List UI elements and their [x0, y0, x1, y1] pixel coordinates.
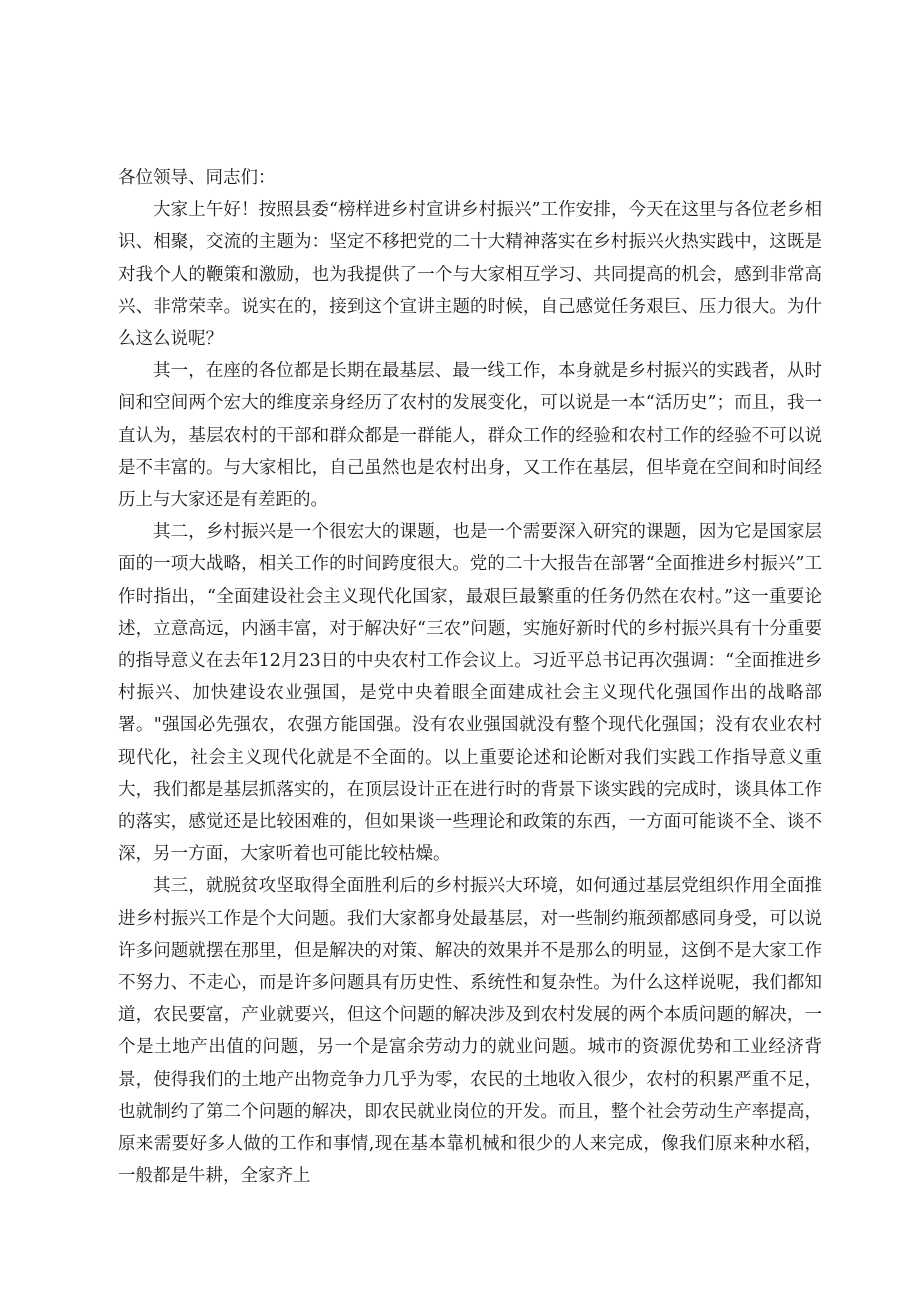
paragraph-second-reason: 其二，乡村振兴是一个很宏大的课题，也是一个需要深入研究的课题，因为它是国家层面的一项大战略，相关工作的时间跨度很大。党的二十大报告在部署“全面推进乡村振兴”工作时指出，“全面建设社会主义现代化国家，最艰巨最繁重的任务仍然在农村。”这一重要论述，立意高远，内涵丰富，对于解决好“三农”问题，实施好新时代的乡村振兴具有十分重要的指导意义在去年12月23日的中央农村工作会议上。习近平总书记再次强调：“全面推进乡村振兴、加快建设农业强国，是党中央着眼全面建成社会主义现代化强国作出的战略部署。"强国必先强农，农强方能国强。没有农业强国就没有整个现代化强国；没有农业农村现代化，社会主义现代化就是不全面的。以上重要论述和论断对我们实践工作指导意义重大，我们都是基层抓落实的，在顶层设计正在进行时的背景下谈实践的完成时，谈具体工作的落实，感觉还是比较困难的，但如果谈一些理论和政策的东西，一方面可能谈不全、谈不深，另一方面，大家听着也可能比较枯燥。	[118, 522, 822, 865]
paragraph-third-reason: 其三，就脱贫攻坚取得全面胜利后的乡村振兴大环境，如何通过基层党组织作用全面推进乡村振兴工作是个大问题。我们大家都身处最基层，对一些制约瓶颈都感同身受，可以说许多问题就摆在那里，但是解决的对策、解决的效果并不是那么的明显，这倒不是大家工作不努力、不走心，而是许多问题具有历史性、系统性和复杂性。为什么这样说呢，我们都知道，农民要富，产业就要兴，但这个问题的解决涉及到农村发展的两个本质问题的解决，一个是土地产出值的问题，另一个是富余劳动力的就业问题。城市的资源优势和工业经济背景，使得我们的土地产出物竞争力几乎为零，农民的土地收入很少，农村的积累严重不足，也就制约了第二个问题的解决，即农民就业岗位的开发。而且，整个社会劳动生产率提高，原来需要好多人做的工作和事情,现在基本靠机械和很少的人来完成，像我们原来种水稻，一般都是牛耕，全家齐上	[118, 876, 822, 1187]
document-page	[118, 162, 822, 1193]
salutation: 各位领导、同志们：	[118, 168, 276, 188]
paragraph-first-reason: 其一，在座的各位都是长期在最基层、最一线工作，本身就是乡村振兴的实践者，从时间和空间两个宏大的维度亲身经历了农村的发展变化，可以说是一本“活历史”；而且，我一直认为，基层农村的干部和群众都是一群能人，群众工作的经验和农村工作的经验不可以说是不丰富的。与大家相比，自己虽然也是农村出身，又工作在基层，但毕竟在空间和时间经历上与大家还是有差距的。	[118, 361, 822, 511]
paragraph-greeting: 大家上午好！按照县委“榜样进乡村宣讲乡村振兴”工作安排，今天在这里与各位老乡相识、相聚，交流的主题为：坚定不移把党的二十大精神落实在乡村振兴火热实践中，这既是对我个人的鞭策和激励，也为我提供了一个与大家相互学习、共同提高的机会，感到非常高兴、非常荣幸。说实在的，接到这个宣讲主题的时候，自己感觉任务艰巨、压力很大。为什么这么说呢？	[118, 200, 822, 350]
